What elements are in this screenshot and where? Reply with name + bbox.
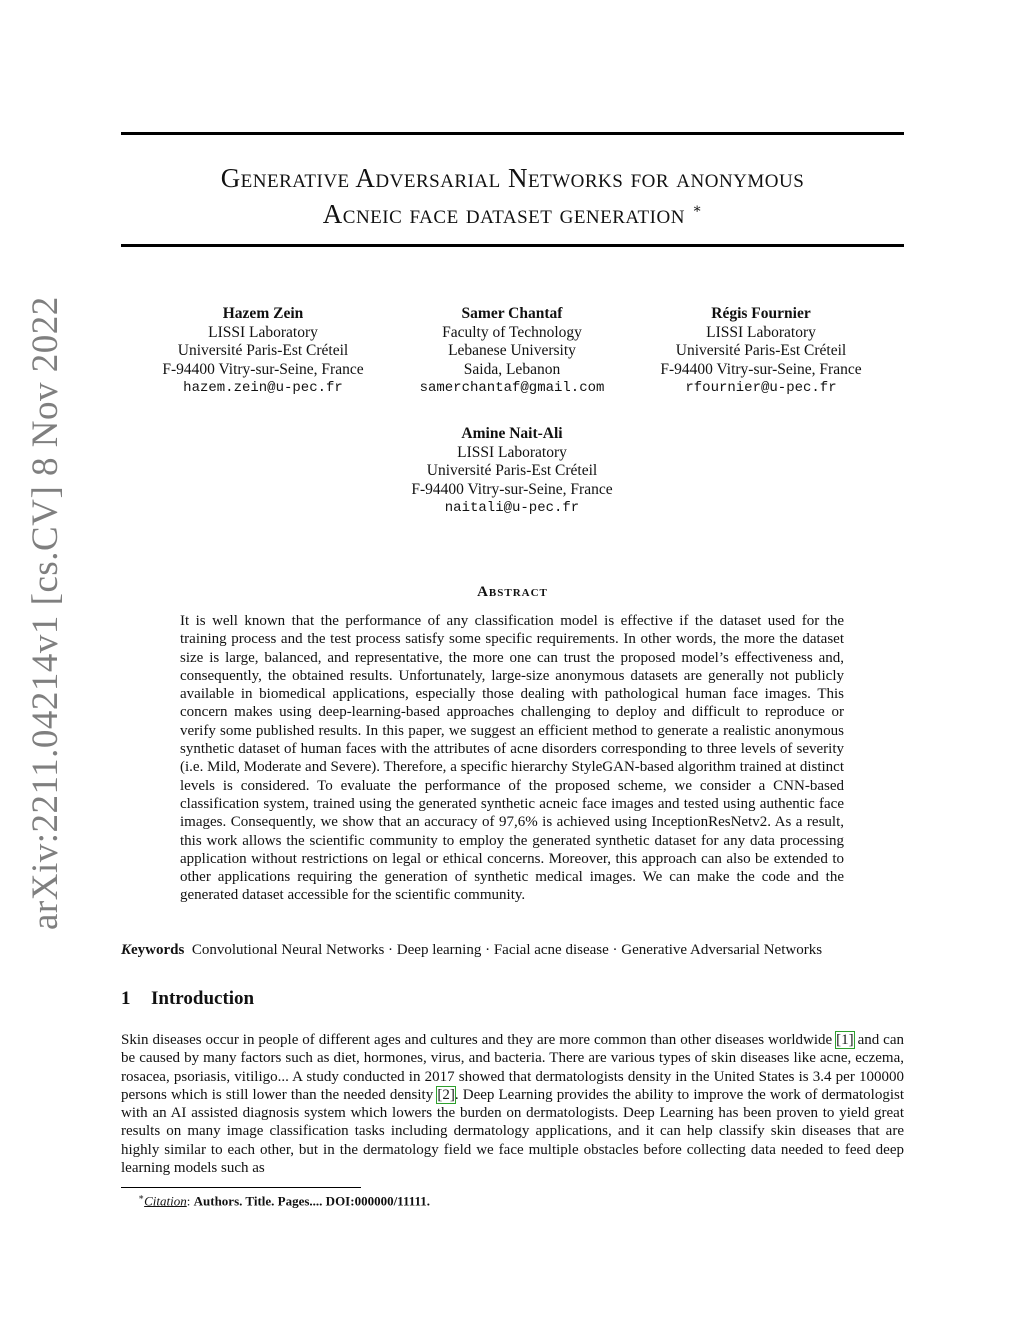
author-email[interactable]: hazem.zein@u-pec.fr [183, 380, 343, 396]
author-block-2 [382, 305, 642, 398]
author-affiliation: Université Paris-Est Créteil [675, 342, 847, 359]
author-affiliation: Lebanese University [448, 342, 576, 359]
section-number: 1 [121, 988, 131, 1009]
author-affiliation: Faculty of Technology [442, 323, 582, 341]
footnote-rule [121, 1187, 361, 1188]
title-line-2: Acneic face dataset generation ∗ [322, 199, 703, 229]
arxiv-stamp: arXiv:2211.04214v1 [cs.CV] 8 Nov 2022 [25, 296, 66, 930]
author-name: Régis Fournier [711, 305, 811, 322]
section-heading [121, 988, 254, 1010]
author-block-1 [133, 305, 393, 398]
footnote-citation-label: Citation [144, 1193, 187, 1209]
keywords-label: Keywords [121, 942, 185, 958]
paper-title [121, 160, 904, 232]
author-affiliation: LISSI Laboratory [706, 323, 816, 341]
title-top-rule [121, 132, 904, 135]
author-affiliation: F-94400 Vitry-sur-Seine, France [660, 360, 862, 378]
author-affiliation: F-94400 Vitry-sur-Seine, France [162, 360, 364, 378]
citation-link-2[interactable]: [2] [437, 1086, 455, 1103]
author-affiliation: Université Paris-Est Créteil [177, 342, 349, 359]
title-bottom-rule [121, 244, 904, 247]
author-affiliation: F-94400 Vitry-sur-Seine, France [411, 480, 613, 498]
author-email[interactable]: naitali@u-pec.fr [444, 500, 580, 516]
keywords-list: Convolutional Neural Networks · Deep learning · Facial acne disease · Generative Adversarial Networks [191, 942, 823, 958]
author-name: Hazem Zein [222, 305, 304, 322]
author-block-3 [631, 305, 891, 398]
title-line-1: Generative Adversarial Networks for anonymous [220, 163, 805, 193]
keywords-line [121, 942, 911, 959]
footnote: ∗Citation: Authors. Title. Pages.... DOI:000000/11111. [138, 1192, 431, 1209]
citation-link-1[interactable]: [1] [836, 1032, 854, 1048]
abstract-heading: Abstract [477, 584, 548, 600]
footnote-text: Authors. Title. Pages.... DOI:000000/11111. [193, 1193, 431, 1209]
section-title: Introduction [151, 988, 255, 1009]
author-email[interactable]: rfournier@u-pec.fr [685, 380, 837, 396]
author-name: Samer Chantaf [461, 305, 563, 322]
author-block-4 [382, 425, 642, 518]
author-affiliation: Université Paris-Est Créteil [426, 462, 598, 479]
intro-paragraph: Skin diseases occur in people of different ages and cultures and they are more common than other diseases worldwide [1] and can be caused by many factors such as diet, hormones, virus, and bacteria. There are various types of skin diseases like acne, eczema, rosacea, psoriasis, vitiligo... A study conducted in 2017 showed that dermatologists density in the United States is 3.4 per 100000 persons which is still lower than the needed density [2]. Deep Learning provides the ability to improve the work of dermatologist with an AI assisted diagnosis system which lowers the burden on dermatologists. Deep Learning has been proven to yield great results on many image classification tasks including dermatology applications, and it can help classify skin diseases that are highly similar to each other, but in the dermatology field we face multiple obstacles before collecting data needed to feed deep learning models such as [121, 1032, 904, 1177]
author-email[interactable]: samerchantaf@gmail.com [419, 380, 605, 396]
author-affiliation: Saida, Lebanon [463, 360, 561, 378]
title-footnote-mark: ∗ [692, 202, 703, 217]
abstract-body: It is well known that the performance of any classification model is effective if the dataset used for the training process and the test process satisfy some specific requirements. In other words, the more the dataset size is large, balanced, and representative, the more one can trust the proposed model’s effectiveness and, consequently, the obtained results. Unfortunately, large-size anonymous datasets are generally not publicly available in biomedical applications, especially those dealing with pathological human face images. This concern makes using deep-learning-based approaches challenging to deploy and difficult to reproduce or verify some published results. In this paper, we suggest an efficient method to generate a realistic anonymous synthetic dataset of human faces with the attributes of acne disorders corresponding to three levels of severity (i.e. Mild, Moderate and Severe). Therefore, a specific hierarchy StyleGAN-based algorithm trained at distinct levels is considered. To evaluate the performance of the proposed scheme, we consider a CNN-based classification system, trained using the generated synthetic acneic face images and tested using authentic face images. Consequently, we show that an accuracy of 97,6% is achieved using InceptionResNetv2. As a result, this work allows the scientific community to employ the generated synthetic dataset for any data processing application without restrictions on legal or ethical concerns. Moreover, this approach can also be extended to other applications requiring the generation of synthetic medical images. We can make the code and the generated dataset accessible for the scientific community. [180, 613, 844, 904]
author-affiliation: LISSI Laboratory [457, 443, 567, 461]
author-affiliation: LISSI Laboratory [208, 323, 318, 341]
footnote-mark: ∗ [138, 1192, 145, 1202]
author-name: Amine Nait-Ali [461, 425, 563, 442]
